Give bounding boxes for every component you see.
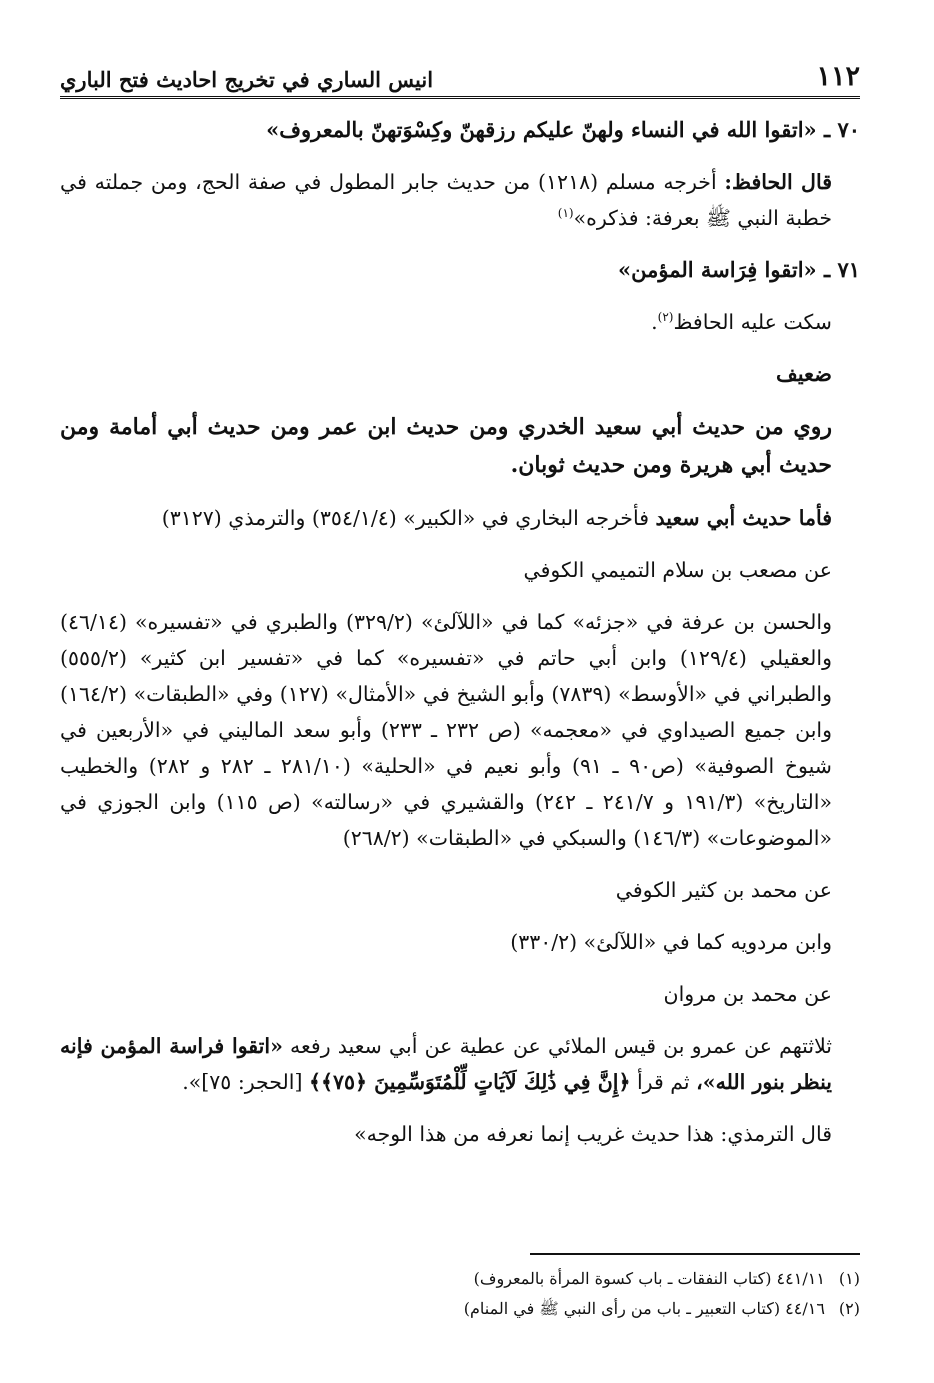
chain-3: عن محمد بن مروان	[663, 982, 832, 1006]
footnote-1	[60, 1264, 860, 1294]
footnotes	[60, 1264, 860, 1324]
hadith-71-text: سكت عليه الحافظ	[673, 310, 832, 334]
hafiz-label: قال الحافظ:	[724, 170, 832, 194]
quran-verse: ﴿إِنَّ فِي ذَٰلِكَ لَآيَاتٍ لِّلْمُتَوَسِّمِينَ ﴿٧٥﴾﴾	[308, 1070, 631, 1094]
grade-label: ضعيف	[775, 361, 832, 386]
final-text: ثلاثتهم عن عمرو بن قيس الملائي عن عطية عن أبي سعيد رفعه	[282, 1034, 833, 1058]
footnote-text: ٤٤/١٦ (كتاب التعبير ـ باب من رأى النبي ﷺ في المنام)	[463, 1299, 825, 1318]
quran-reference: [الحجر: ٧٥]».	[182, 1070, 309, 1094]
sources-paragraph: والحسن بن عرفة في «جزئه» كما في «اللآلئ» (٣٢٩/٢) والطبري في «تفسيره» (٤٦/١٤) والعقيلي (١٢٩/٤) وابن أبي حاتم في «تفسيره» كما في «تفسير ابن كثير» (٥٥٥/٢) والطبراني في «الأوسط» (٧٨٣٩) وأبو الشيخ في «الأمثال» (١٢٧) وفي «الطبقات» (١٦٤/٢) وابن جميع الصيداوي في «معجمه» (ص ٢٣٢ ـ ٢٣٣) وأبو سعد الماليني في «الأربعين في شيوخ الصوفية» (ص٩٠ ـ ٩١) وأبو نعيم في «الحلية» (٢٨١/١٠ ـ ٢٨٢ و ٢٨٢) والخطيب «التاريخ» (١٩١/٣ و ٢٤١/٧ ـ ٢٤٢) والقشيري في «رسالته» (ص ١١٥) وابن الجوزي في «الموضوعات» (١٤٦/٣) والسبكي في «الطبقات» (٢٦٨/٢)	[60, 610, 832, 850]
abu-said-text: فأخرجه البخاري في «الكبير» (٣٥٤/١/٤) والترمذي (٣١٢٧)	[161, 506, 656, 530]
book-title: انيس الساري في تخريج احاديث فتح الباري	[60, 67, 434, 92]
footnote-separator	[530, 1253, 860, 1255]
final-hadith: «اتقوا فراسة المؤمن فإنه ينظر بنور الله»،	[60, 1034, 832, 1094]
abu-said-paragraph	[60, 500, 860, 536]
footnote-text: ٤٤١/١١ (كتاب النفقات ـ باب كسوة المرأة بالمعروف)	[473, 1269, 825, 1288]
hadith-71-heading: ٧١ ـ «اتقوا فِرَاسة المؤمن»	[618, 257, 860, 282]
tirmidhi-comment: قال الترمذي: هذا حديث غريب إنما نعرفه من هذا الوجه»	[354, 1122, 832, 1146]
hadith-70-text: أخرجه مسلم (١٢١٨) من حديث جابر المطول في صفة الحج، ومن جملته في خطبة النبي ﷺ بعرفة: فذكره»	[60, 170, 832, 230]
page-number: ١١٢	[816, 61, 860, 92]
footnote-number: (١)	[838, 1269, 860, 1288]
footnote-ref-1: (١)	[557, 206, 574, 221]
footnote-ref-2: (٢)	[657, 310, 674, 325]
summary-paragraph: روي من حديث أبي سعيد الخدري ومن حديث ابن عمر ومن حديث أبي أمامة ومن حديث أبي هريرة ومن حديث ثوبان.	[60, 414, 832, 478]
hadith-71-commentary	[60, 304, 860, 340]
abu-said-lead: فأما حديث أبي سعيد	[655, 506, 832, 530]
hadith-71-end: .	[651, 310, 658, 334]
running-header	[60, 48, 860, 99]
final-paragraph	[60, 1028, 860, 1100]
chain-2: عن محمد بن كثير الكوفي	[615, 878, 832, 902]
final-text-2: ثم قرأ	[630, 1070, 697, 1094]
footnote-2	[60, 1294, 860, 1324]
hadith-70-commentary	[60, 164, 860, 236]
main-text	[60, 112, 860, 1168]
chain-1: عن مصعب بن سلام التميمي الكوفي	[523, 558, 832, 582]
footnote-number: (٢)	[838, 1299, 860, 1318]
ibn-marduyah: وابن مردويه كما في «اللآلئ» (٣٣٠/٢)	[510, 930, 832, 954]
hadith-70-heading: ٧٠ ـ «اتقوا الله في النساء ولهنّ عليكم رزقهنّ وكِسْوَتهنّ بالمعروف»	[266, 117, 860, 142]
